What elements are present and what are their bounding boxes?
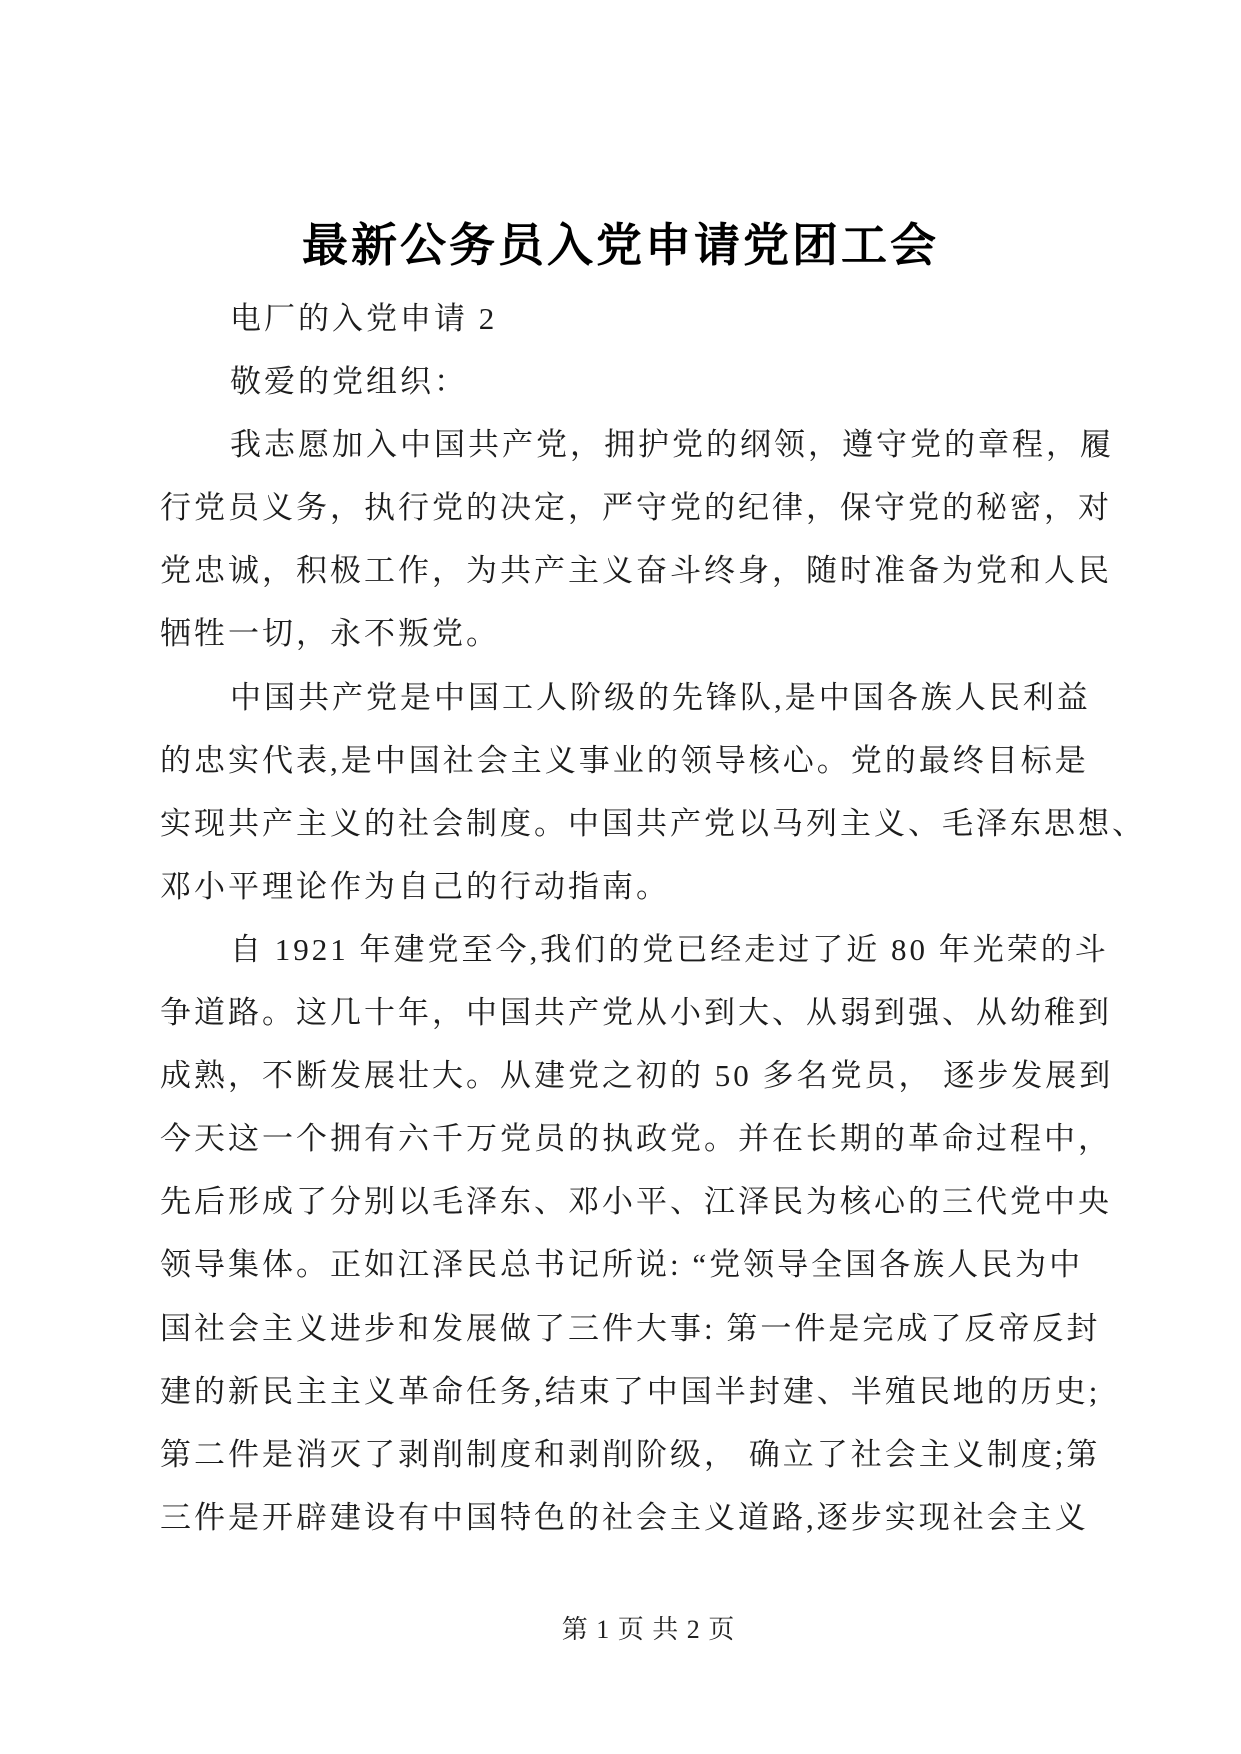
document-title: 最新公务员入党申请党团工会 [302, 219, 939, 271]
text-line: 行党员义务，执行党的决定，严守党的纪律，保守党的秘密，对 [160, 490, 1112, 526]
text-line: 中国共产党是中国工人阶级的先锋队,是中国各族人民利益 [230, 679, 1091, 715]
text-line: 建的新民主主义革命任务,结束了中国半封建、半殖民地的历史; [160, 1373, 1101, 1409]
text-line: 领导集体。正如江泽民总书记所说: “党领导全国各族人民为中 [160, 1247, 1084, 1283]
text-line: 牺牲一切，永不叛党。 [160, 616, 500, 652]
text-line: 实现共产主义的社会制度。中国共产党以马列主义、毛泽东思想、 [160, 805, 1146, 841]
text-line: 的忠实代表,是中国社会主义事业的领导核心。党的最终目标是 [160, 742, 1089, 778]
text-line: 三件是开辟建设有中国特色的社会主义道路,逐步实现社会主义 [160, 1499, 1089, 1535]
text-line: 先后形成了分别以毛泽东、邓小平、江泽民为核心的三代党中央 [160, 1184, 1112, 1220]
text-line: 党忠诚，积极工作，为共产主义奋斗终身，随时准备为党和人民 [160, 553, 1112, 589]
text-line: 第二件是消灭了剥削制度和剥削阶级， 确立了社会主义制度;第 [160, 1436, 1101, 1472]
text-line: 自 1921 年建党至今,我们的党已经走过了近 80 年光荣的斗 [230, 931, 1109, 967]
text-line: 电厂的入党申请 2 [230, 301, 498, 336]
text-line: 我志愿加入中国共产党，拥护党的纲领，遵守党的章程，履 [230, 427, 1114, 463]
text-line: 邓小平理论作为自己的行动指南。 [160, 868, 670, 904]
page-number-text: 第 1 页 共 2 页 [561, 1615, 736, 1644]
text-line: 今天这一个拥有六千万党员的执政党。并在长期的革命过程中， [160, 1121, 1112, 1157]
text-line: 敬爱的党组织： [230, 364, 468, 400]
text-line: 国社会主义进步和发展做了三件大事: 第一件是完成了反帝反封 [160, 1310, 1101, 1346]
text-line: 争道路。这几十年，中国共产党从小到大、从弱到强、从幼稚到 [160, 995, 1112, 1031]
document-body [160, 287, 1146, 1549]
text-line: 成熟，不断发展壮大。从建党之初的 50 多名党员， 逐步发展到 [160, 1058, 1114, 1094]
page-footer [56, 1613, 1241, 1647]
